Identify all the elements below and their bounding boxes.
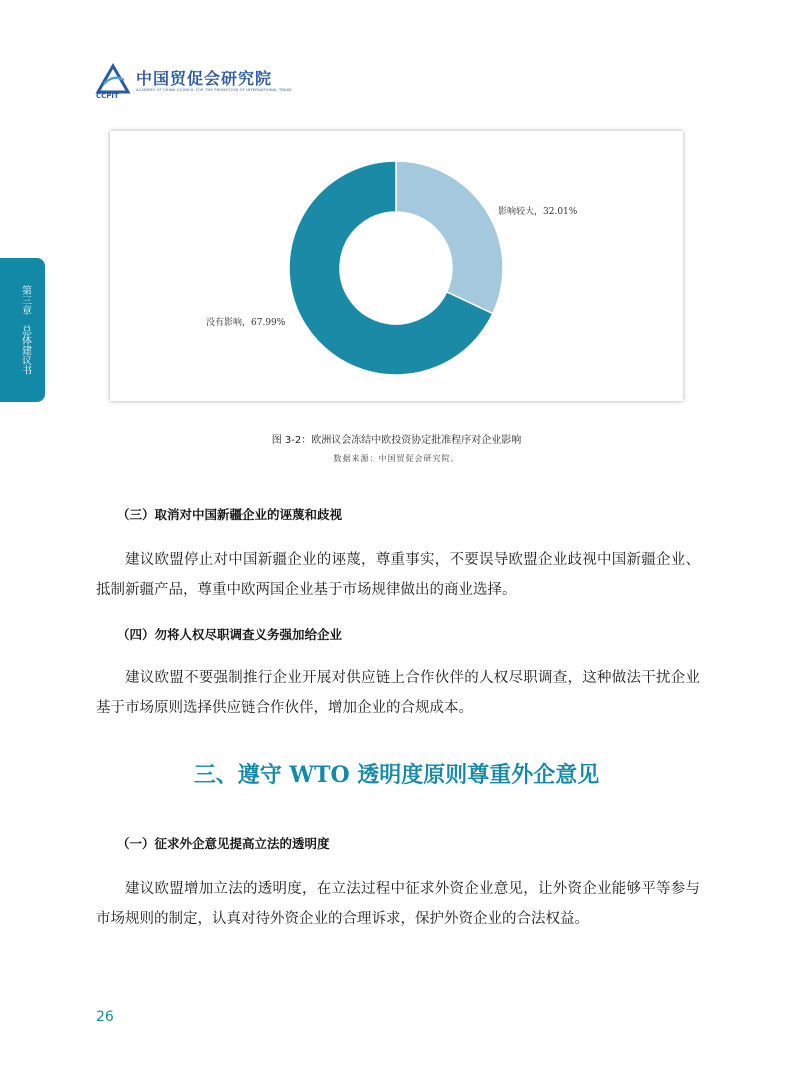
section-paragraph: 建议欧盟不要强制推行企业开展对供应链上合作伙伴的人权尽职调查，这种做法干扰企业基于市场原则选择供应链合作伙伴，增加企业的合规成本。 bbox=[96, 670, 700, 716]
slice-label: 没有影响，67.99% bbox=[206, 318, 286, 328]
section-paragraph: 建议欧盟停止对中国新疆企业的诬蔑，尊重事实，不要误导欧盟企业歧视中国新疆企业、抵制新疆产品，尊重中欧两国企业基于市场规律做出的商业选择。 bbox=[96, 552, 700, 598]
main-heading: 三、遵守 WTO 透明度原则尊重外企意见 bbox=[193, 762, 600, 788]
section-paragraph: 建议欧盟增加立法的透明度，在立法过程中征求外资企业意见，让外资企业能够平等参与市场规则的制定，认真对待外资企业的合理诉求，保护外资企业的合法权益。 bbox=[96, 881, 700, 927]
page-number: 26 bbox=[96, 1009, 114, 1025]
header-logo bbox=[94, 62, 294, 100]
section-heading: （三）取消对中国新疆企业的诬蔑和歧视 bbox=[117, 507, 343, 522]
section-label: 总体建议书 bbox=[19, 325, 31, 375]
logo-mark-text: CCPIT bbox=[96, 92, 119, 100]
chapter-label: 第三章 bbox=[19, 285, 31, 315]
slice-label: 影响较大，32.01% bbox=[498, 207, 578, 217]
section-heading: （一）征求外企意见提高立法的透明度 bbox=[117, 836, 330, 851]
donut-chart bbox=[110, 131, 683, 401]
ccpit-logo-icon bbox=[94, 62, 132, 100]
figure-caption: 图 3-2：欧洲议会冻结中欧投资协定批准程序对企业影响 bbox=[271, 435, 522, 446]
logo-subtitle: ACADEMY OF CHINA COUNCIL FOR THE PROMOTION OF INTERNATIONAL TRADE bbox=[136, 88, 293, 92]
chapter-side-tab bbox=[0, 258, 45, 402]
section-heading: （四）勿将人权尽职调查义务强加给企业 bbox=[117, 627, 343, 642]
chart-container bbox=[110, 131, 683, 401]
logo-title: 中国贸促会研究院 bbox=[136, 69, 273, 88]
figure-source: 数据来源：中国贸促会研究院。 bbox=[333, 454, 460, 463]
donut-slice bbox=[396, 161, 503, 314]
